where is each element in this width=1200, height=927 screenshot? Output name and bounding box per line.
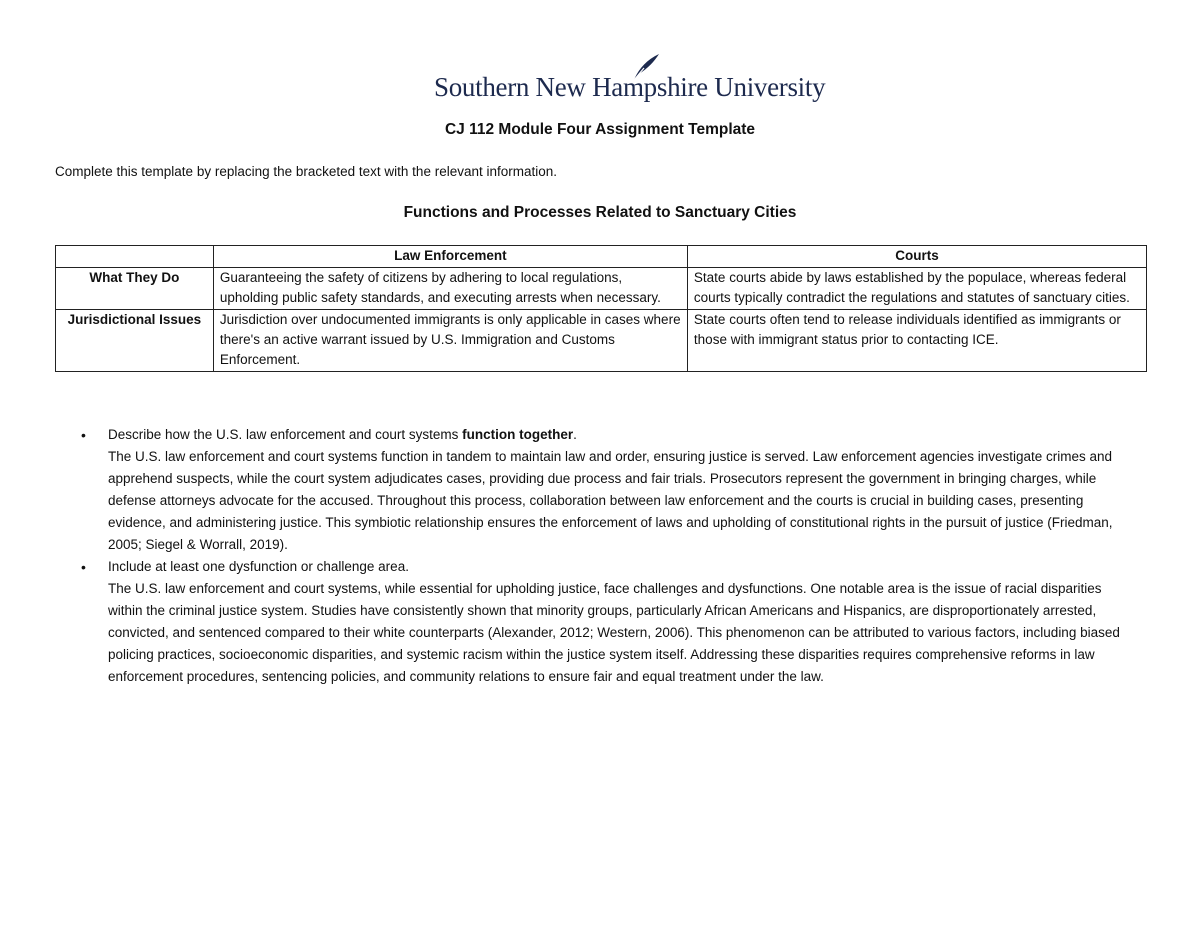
document-title: CJ 112 Module Four Assignment Template xyxy=(444,121,756,138)
table-cell: State courts often tend to release individuals identified as immigrants or those with immigrant status prior to contacting ICE. xyxy=(687,310,1146,372)
table-header-row xyxy=(56,246,1147,268)
prompt-bold-term: function together xyxy=(462,427,574,442)
bullet-response: The U.S. law enforcement and court systems, while essential for upholding justice, face challenges and dysfunctions. One notable area is the issue of racial disparities within the criminal justice system. Studies have consistently shown that minority groups, particularly African Americans and Hispanics, are disproportionately arrested, convicted, and sentenced compared to their white counterparts (Alexander, 2012; Western, 2006). This phenomenon can be attributed to various factors, including biased policing practices, socioeconomic disparities, and systemic racism within the justice system itself. Addressing these disparities requires comprehensive reforms in law enforcement procedures, sentencing policies, and community relations to ensure fair and equal treatment under the law. xyxy=(108,581,1120,684)
bullet-response: The U.S. law enforcement and court systems function in tandem to maintain law and order, ensuring justice is served. Law enforcement agencies investigate crimes and apprehend suspects, while the court system adjudicates cases, providing due process and fair trials. Prosecutors represent the government in bringing charges, while defense attorneys advocate for the accused. Throughout this process, collaboration between law enforcement and the courts is crucial in building cases, presenting evidence, and administering justice. This symbiotic relationship ensures the enforcement of laws and upholding of constitutional rights in the pursuit of justice (Friedman, 2005; Siegel & Worrall, 2019). xyxy=(108,449,1113,552)
row-label: What They Do xyxy=(56,268,214,310)
table-cell: Jurisdiction over undocumented immigrants is only applicable in cases where there's an active warrant issued by U.S. Immigration and Customs Enforcement. xyxy=(213,310,687,372)
bullet-prompt: Include at least one dysfunction or challenge area. xyxy=(108,559,409,574)
table-header-empty xyxy=(56,246,214,268)
table-cell: State courts abide by laws established by the populace, whereas federal courts typically contradict the regulations and statutes of sanctuary cities. xyxy=(687,268,1146,310)
table-cell: Guaranteeing the safety of citizens by adhering to local regulations, upholding public safety standards, and executing arrests when necessary. xyxy=(213,268,687,310)
table-header-law-enforcement: Law Enforcement xyxy=(213,246,687,268)
prompt-text: Describe how the U.S. law enforcement and court systems xyxy=(108,427,463,442)
row-label: Jurisdictional Issues xyxy=(56,310,214,372)
prompt-end: . xyxy=(573,427,577,442)
table-title: Functions and Processes Related to Sanctuary Cities xyxy=(403,204,797,221)
bullet-prompt xyxy=(108,424,1125,446)
instructions-text: Complete this template by replacing the bracketed text with the relevant information. xyxy=(55,164,558,179)
table-row xyxy=(56,310,1147,372)
functions-table xyxy=(55,245,1147,372)
table-header-courts: Courts xyxy=(687,246,1146,268)
list-item xyxy=(55,556,1125,688)
university-logo xyxy=(434,52,826,106)
bullet-icon: • xyxy=(81,427,86,443)
bullet-icon: • xyxy=(81,559,86,575)
table-row xyxy=(56,268,1147,310)
bullet-list xyxy=(55,424,1125,688)
list-item xyxy=(55,424,1125,556)
logo-text: Southern New Hampshire University xyxy=(434,72,826,102)
